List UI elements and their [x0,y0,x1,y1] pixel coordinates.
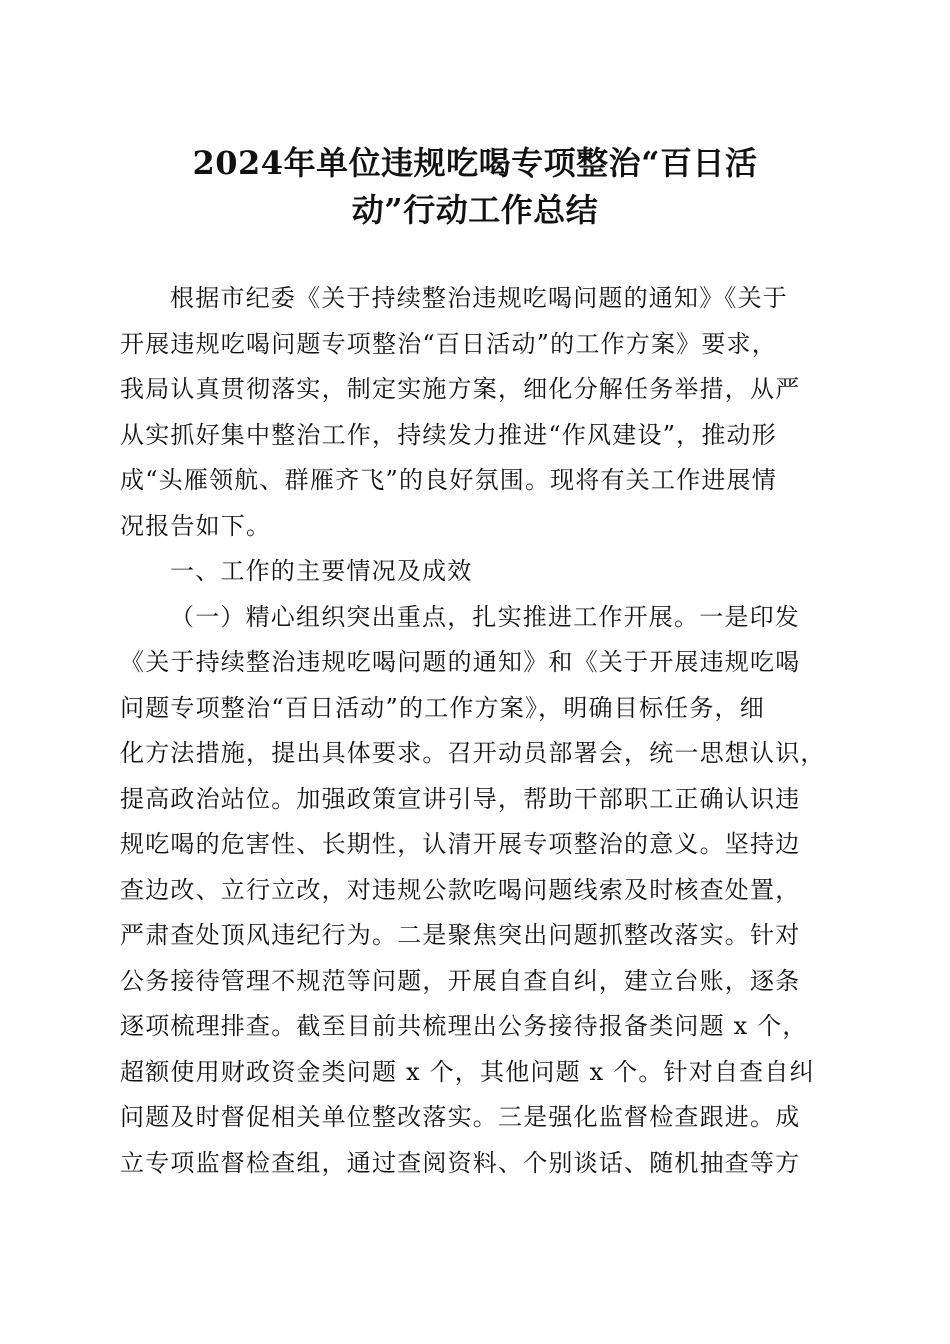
document-title [120,141,830,185]
body-line: 规吃喝的危害性、长期性，认清开展专项整治的意义。坚持边 [120,830,801,858]
document-body [120,276,836,1186]
document-title-continued [120,188,830,232]
body-line: 我局认真贯彻落实，制定实施方案，细化分解任务举措，从严 [120,375,801,403]
body-line: 超额使用财政资金类问题 x 个，其他问题 x 个。针对自查自纠 [120,1057,815,1086]
body-line: 严肃查处顶风违纪行为。二是聚焦突出问题抓整改落实。针对 [120,921,801,949]
body-line: 问题及时督促相关单位整改落实。三是强化监督检查跟进。成 [120,1103,801,1131]
body-line: 立专项监督检查组，通过查阅资料、个别谈话、随机抽查等方 [120,1148,801,1177]
body-line: 问题专项整治“百日活动”的工作方案》，明确目标任务，细 [120,693,765,722]
body-line: 查边改、立行立改，对违规公款吃喝问题线索及时核查处置， [120,875,801,904]
subsection-first-line: （一）精心组织突出重点，扎实推进工作开展。一是印发 [170,602,800,631]
body-line: 从实抓好集中整治工作，持续发力推进“作风建设”，推动形 [120,420,777,449]
body-line: 逐项梳理排查。截至目前共梳理出公务接待报备类问题 x 个， [120,1012,808,1040]
body-line: 成“头雁领航、群雁齐飞”的良好氛围。现将有关工作进展情 [120,466,777,494]
section-heading: 一、工作的主要情况及成效 [170,557,473,585]
body-line: 公务接待管理不规范等问题，开展自查自纠，建立台账，逐条 [120,966,801,995]
body-line: 化方法措施，提出具体要求。召开动员部署会，统一思想认识， [120,739,826,767]
body-line: 《关于持续整治违规吃喝问题的通知》和《关于开展违规吃喝 [120,648,801,676]
body-line: 提高政治站位。加强政策宣讲引导，帮助干部职工正确认识违 [120,784,801,813]
title-line-2: 动”行动工作总结 [351,191,599,229]
body-line: 开展违规吃喝问题专项整治“百日活动”的工作方案》要求， [120,329,777,358]
title-line-1: 2024年单位违规吃喝专项整治“百日活 [192,144,758,182]
body-line: 况报告如下。 [120,511,272,540]
body-line: 根据市纪委《关于持续整治违规吃喝问题的通知》《关于 [170,284,788,312]
